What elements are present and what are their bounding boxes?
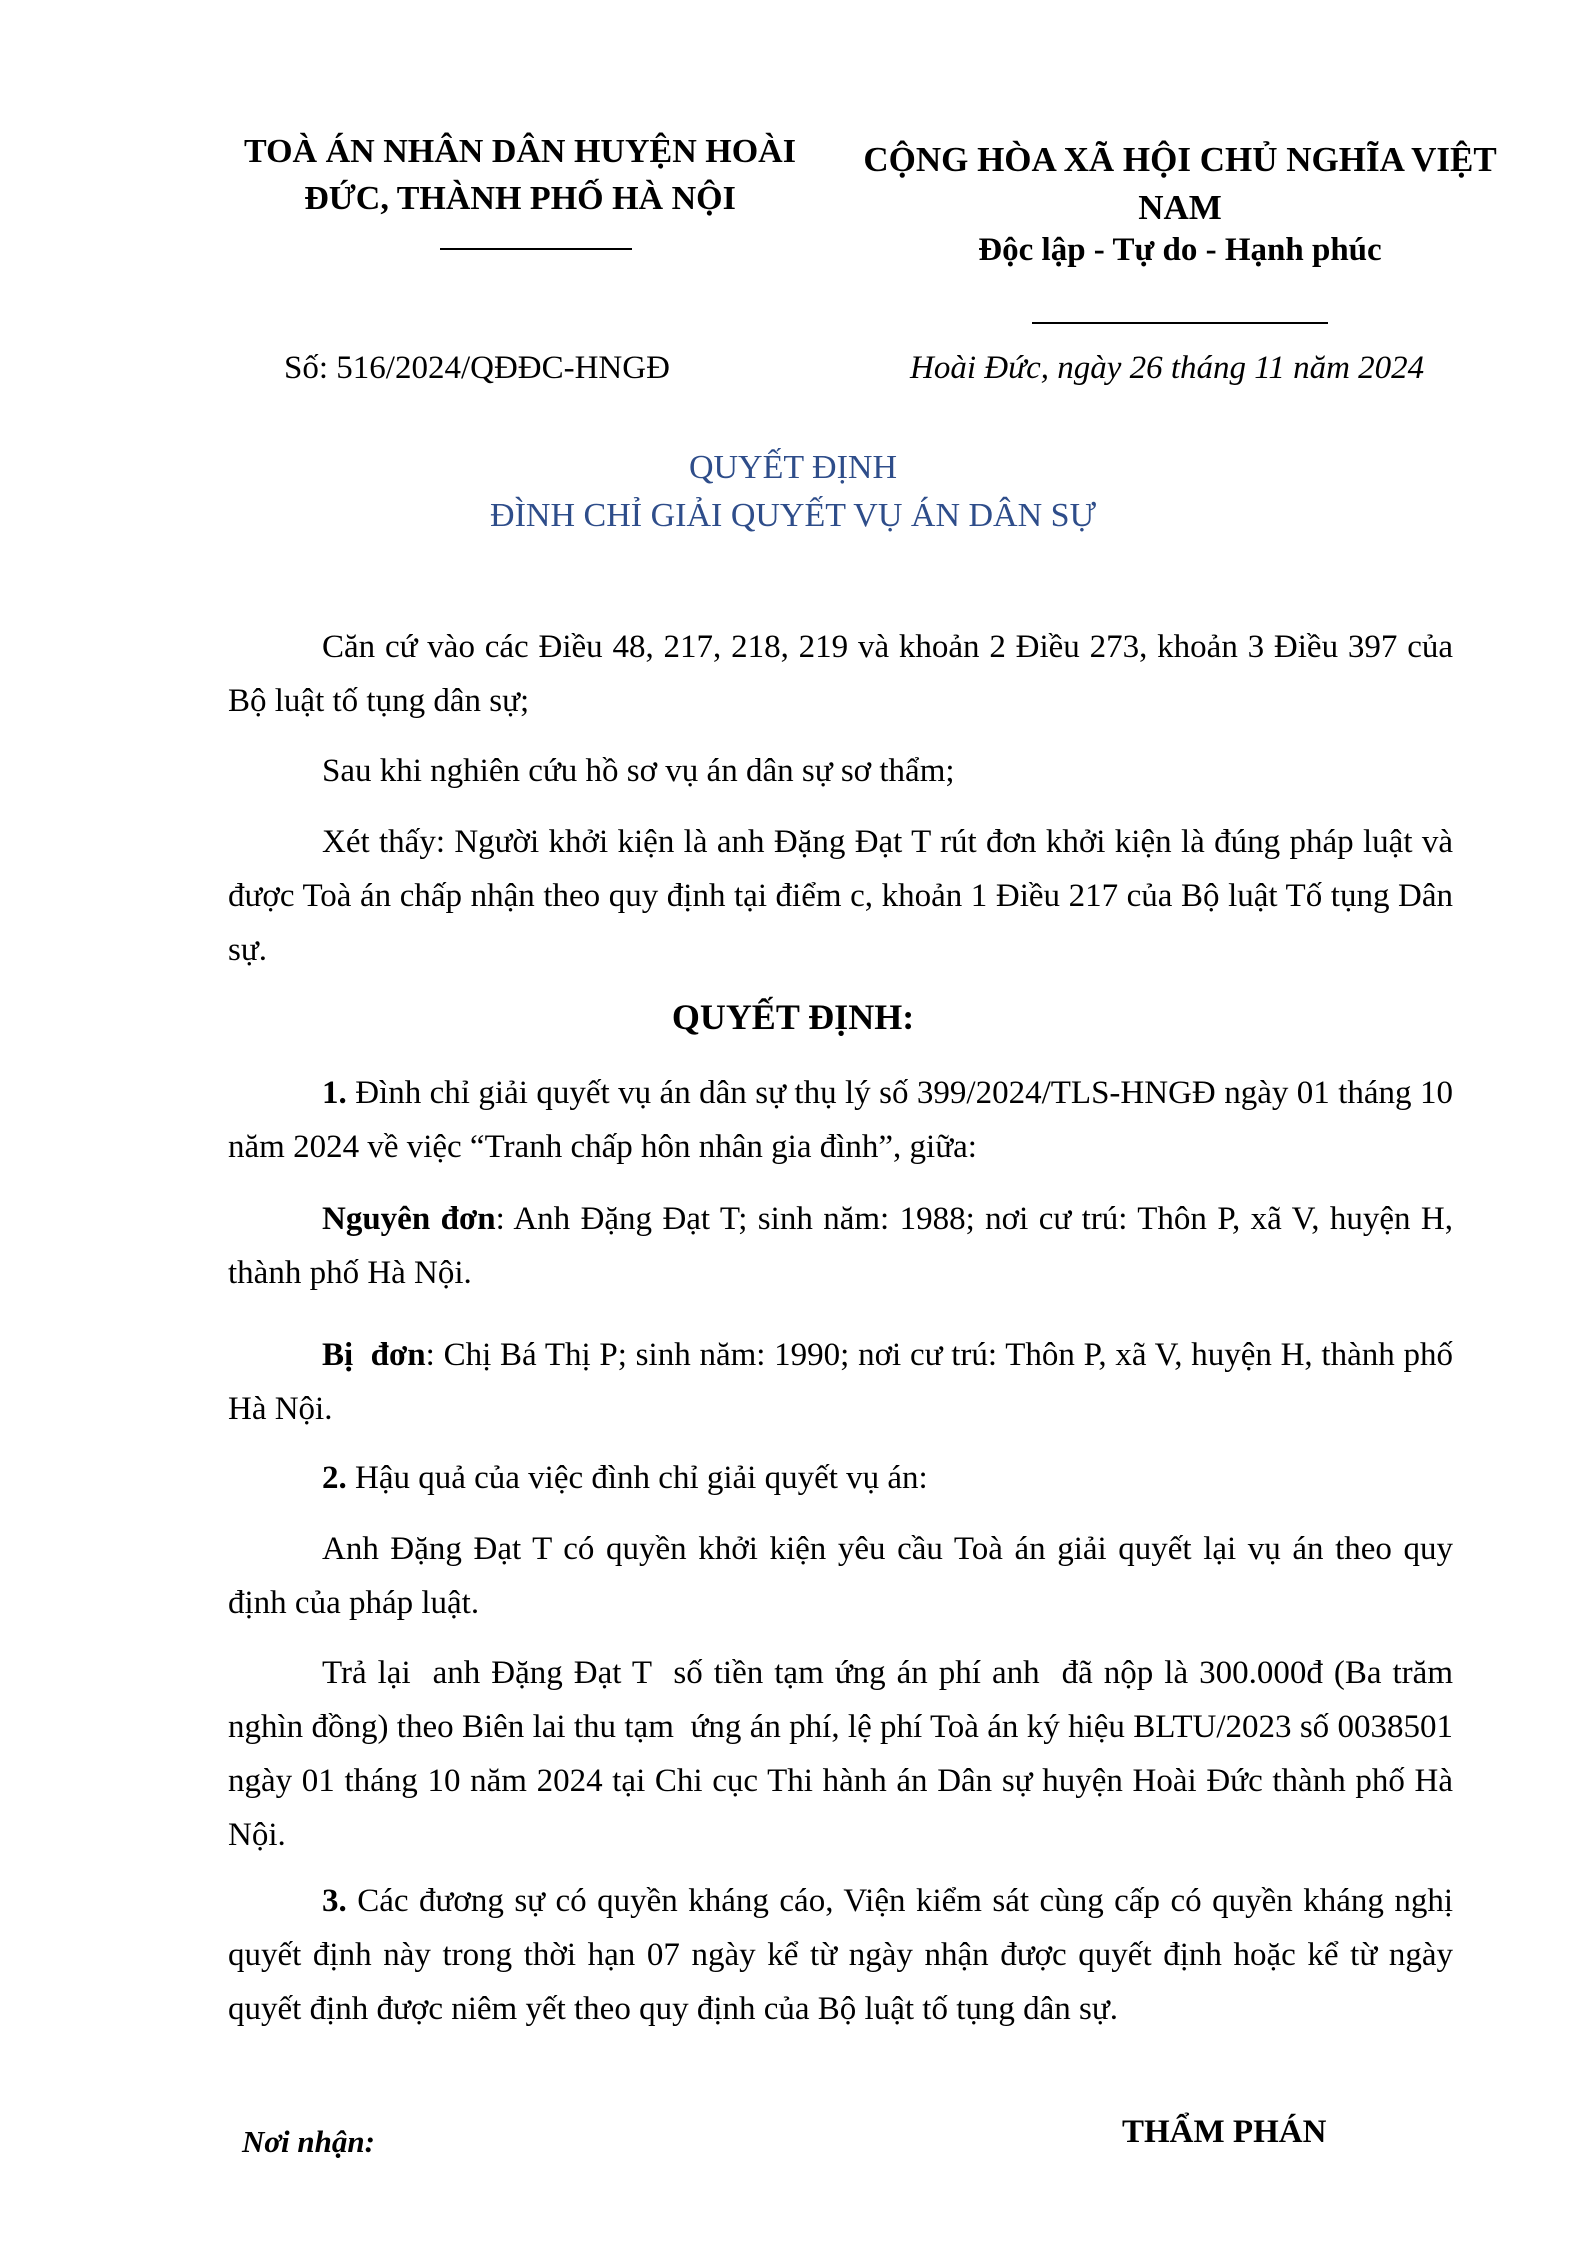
document-number: Số: 516/2024/QĐĐC-HNGĐ <box>284 350 670 386</box>
item-3-text: Các đương sự có quyền kháng cáo, Viện kiểm sát cùng cấp có quyền kháng nghị quyết định này trong thời hạn 07 ngày kể từ ngày nhận được quyết định hoặc kể từ ngày quyết định được niêm yết theo quy định của Bộ luật tố tụng dân sự. <box>228 1883 1453 2027</box>
document-title-line1: QUYẾT ĐỊNH <box>688 449 898 486</box>
document-title-line2: ĐÌNH CHỈ GIẢI QUYẾT VỤ ÁN DÂN SỰ <box>490 497 1096 534</box>
place-date: Hoài Đức, ngày 26 tháng 11 năm 2024 <box>910 350 1425 386</box>
republic-name <box>850 136 1510 232</box>
plaintiff-text: : Anh Đặng Đạt T; sinh năm: 1988; nơi cư trú: Thôn P, xã V, huyện H, thành phố Hà Nội. <box>228 1201 1454 1291</box>
basis-review: Sau khi nghiên cứu hồ sơ vụ án dân sự sơ thẩm; <box>322 753 955 789</box>
basis-legal: Căn cứ vào các Điều 48, 217, 218, 219 và khoản 2 Điều 273, khoản 3 Điều 397 của Bộ luật tố tụng dân sự; <box>228 629 1453 719</box>
republic-name-line1: CỘNG HÒA XÃ HỘI CHỦ NGHĨA VIỆT <box>863 140 1497 179</box>
national-motto: Độc lập - Tự do - Hạnh phúc <box>978 232 1382 268</box>
consequence-refund: Trả lại anh Đặng Đạt T số tiền tạm ứng án phí anh đã nộp là 300.000đ (Ba trăm nghìn đồng) theo Biên lai thu tạm ứng án phí, lệ phí Toà án ký hiệu BLTU/2023 số 0038501 ngày 01 tháng 10 năm 2024 tại Chi cục Thi hành án Dân sự huyện Hoài Đức thành phố Hà Nội. <box>228 1655 1462 1853</box>
plaintiff-info <box>228 1192 1453 1300</box>
defendant-info <box>228 1328 1453 1436</box>
republic-name-line2: NAM <box>1138 188 1222 227</box>
motto-underline <box>1032 322 1328 324</box>
defendant-text: : Chị Bá Thị P; sinh năm: 1990; nơi cư trú: Thôn P, xã V, huyện H, thành phố Hà Nội. <box>228 1337 1453 1427</box>
item-3-number: 3. <box>322 1883 347 1919</box>
consequence-refile: Anh Đặng Đạt T có quyền khởi kiện yêu cầu Toà án giải quyết lại vụ án theo quy định của pháp luật. <box>228 1531 1453 1621</box>
plaintiff-label: Nguyên đơn <box>322 1201 496 1237</box>
court-name-line1: TOÀ ÁN NHÂN DÂN HUYỆN HOÀI <box>244 133 796 170</box>
court-underline <box>440 248 632 250</box>
decision-item-1 <box>228 1066 1453 1174</box>
decision-item-3 <box>228 1874 1453 2036</box>
recipients-label: Nơi nhận: <box>242 2124 375 2159</box>
item-1-number: 1. <box>322 1075 347 1111</box>
court-name <box>220 128 820 222</box>
decision-heading: QUYẾT ĐỊNH: <box>671 997 915 1037</box>
basis-finding: Xét thấy: Người khởi kiện là anh Đặng Đạt T rút đơn khởi kiện là đúng pháp luật và được Toà án chấp nhận theo quy định tại điểm c, khoản 1 Điều 217 của Bộ luật Tố tụng Dân sự. <box>228 824 1453 968</box>
court-name-line2: ĐỨC, THÀNH PHỐ HÀ NỘI <box>304 180 736 217</box>
decision-item-2 <box>228 1451 1453 1505</box>
item-1-text: Đình chỉ giải quyết vụ án dân sự thụ lý số 399/2024/TLS-HNGĐ ngày 01 tháng 10 năm 2024 về việc “Tranh chấp hôn nhân gia đình”, giữa: <box>228 1075 1453 1165</box>
document-title <box>0 444 1586 540</box>
judge-label: THẨM PHÁN <box>1122 2114 1327 2150</box>
defendant-label: Bị đơn <box>322 1337 426 1373</box>
item-2-text: Hậu quả của việc đình chỉ giải quyết vụ án: <box>346 1460 928 1496</box>
item-2-number: 2. <box>322 1460 347 1496</box>
